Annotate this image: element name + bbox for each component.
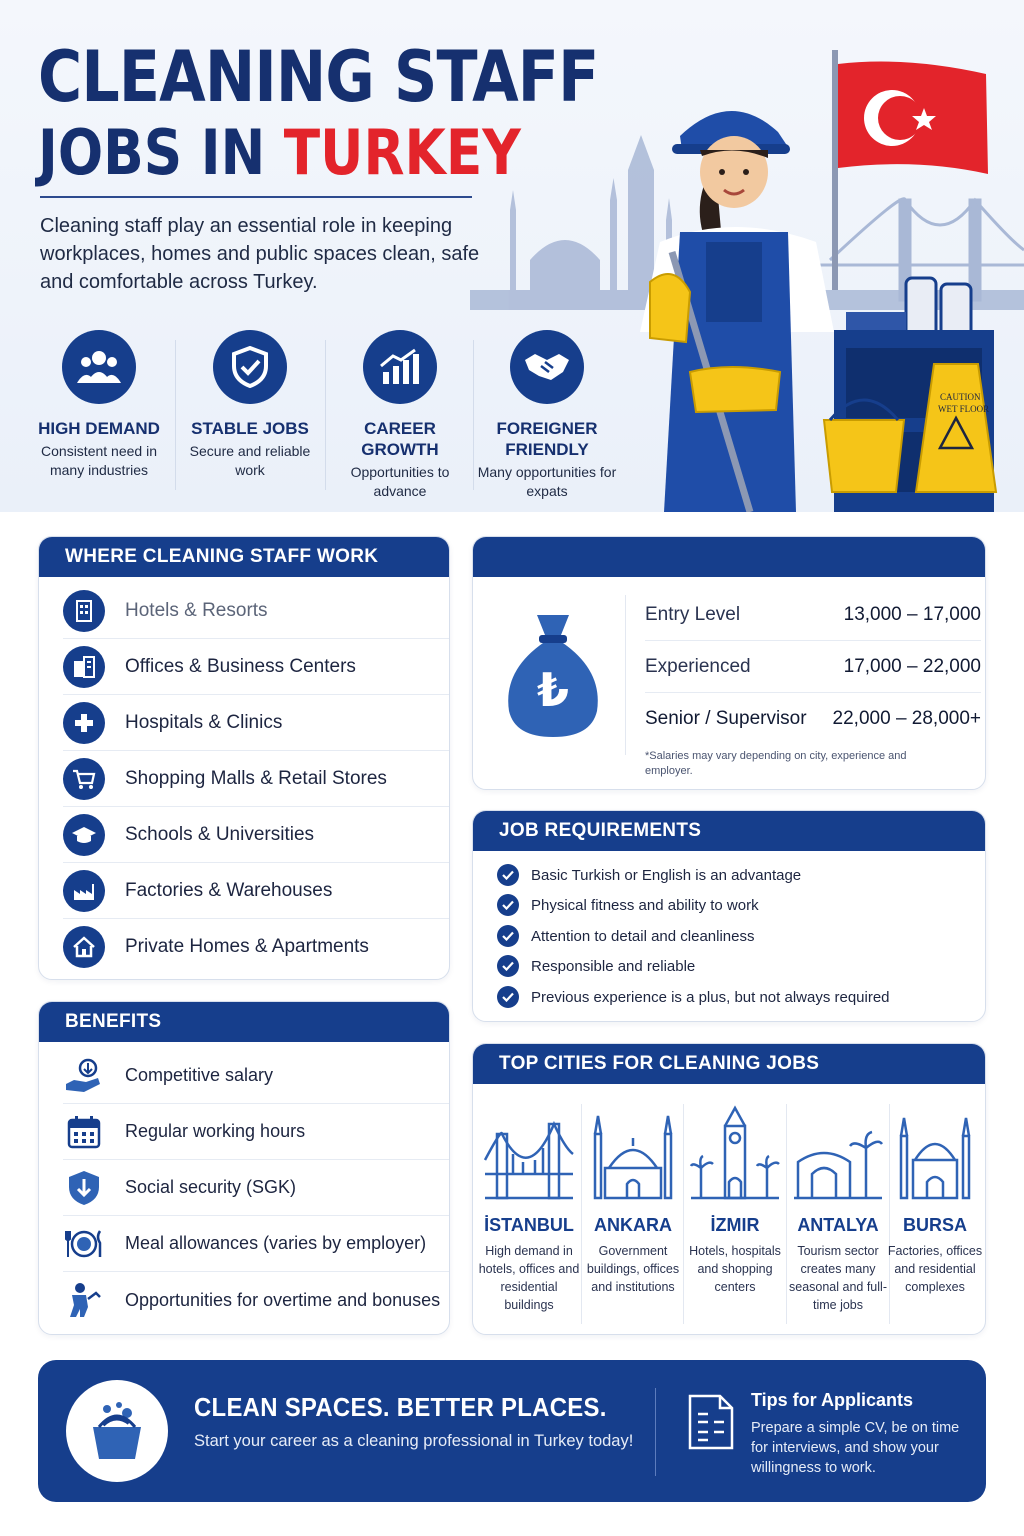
cities-card: [472, 1043, 986, 1335]
requirement-item: [497, 954, 695, 978]
hero-section: [0, 0, 1024, 512]
list-item-label: Hotels & Resorts: [125, 599, 268, 621]
list-item-label: Offices & Business Centers: [125, 655, 356, 677]
salary-range: 22,000 – 28,000+: [832, 708, 981, 729]
benefit-label: Regular working hours: [125, 1121, 306, 1141]
requirement-label: Attention to detail and cleanliness: [531, 927, 755, 945]
feature-foreigner-friendly: [472, 330, 622, 501]
check-icon: [497, 986, 519, 1008]
footer-banner: [38, 1360, 986, 1502]
requirements-heading: JOB REQUIREMENTS: [473, 811, 985, 851]
currency-symbol: ₺: [536, 663, 569, 717]
list-item-label: Private Homes & Apartments: [125, 936, 369, 957]
title-divider: [40, 196, 472, 198]
city-name: BURSA: [902, 1215, 967, 1235]
benefit-item: [63, 1216, 450, 1272]
dome-icon: [889, 1104, 981, 1200]
city-desc: High demand in hotels, offices and residential buildings: [478, 1244, 580, 1312]
requirement-item: [497, 893, 759, 917]
salary-card: [472, 536, 986, 790]
shield-check-icon: [213, 330, 287, 404]
city-card-izmir: [683, 1104, 787, 1296]
worker-icon: [63, 1281, 105, 1319]
shopping-cart-icon: [63, 758, 105, 800]
salary-row: [645, 693, 981, 745]
feature-title: STABLE JOBS: [191, 419, 309, 438]
meal-plate-icon: [63, 1227, 105, 1261]
title-turkey: TURKEY: [283, 116, 521, 189]
list-item: [63, 639, 450, 695]
city-card-bursa: [883, 1104, 986, 1296]
feature-title: HIGH DEMAND: [38, 419, 160, 438]
footer-slogan: CLEAN SPACES. BETTER PLACES.: [194, 1392, 607, 1422]
city-desc: Hotels, hospitals and shopping centers: [689, 1244, 781, 1294]
list-item: [63, 583, 450, 639]
city-desc: Government buildings, offices and institutions: [586, 1244, 680, 1294]
city-card-antalya: [786, 1104, 890, 1314]
check-icon: [497, 864, 519, 886]
page-subtitle: [38, 116, 521, 189]
list-item-label: Hospitals & Clinics: [125, 711, 283, 733]
list-item: [63, 695, 450, 751]
salary-hand-icon: [63, 1058, 105, 1094]
feature-career-growth: [325, 330, 475, 501]
sign-caution-text: CAUTION: [940, 392, 981, 402]
benefit-label: Opportunities for overtime and bonuses: [125, 1289, 441, 1310]
salary-range: 17,000 – 22,000: [843, 655, 981, 677]
graduation-cap-icon: [63, 814, 105, 856]
requirement-item: [497, 985, 890, 1009]
factory-icon: [63, 870, 105, 912]
benefit-label: Competitive salary: [125, 1065, 274, 1085]
footer-divider: [655, 1388, 656, 1476]
tips-text: Prepare a simple CV, be on time for interviews, and show your willingness to work.: [751, 1420, 960, 1476]
requirements-card: [472, 810, 986, 1022]
requirement-label: Physical fitness and ability to work: [531, 896, 759, 914]
requirement-label: Responsible and reliable: [531, 957, 696, 975]
where-work-heading: WHERE CLEANING STAFF WORK: [39, 537, 449, 577]
city-name: İZMIR: [710, 1215, 760, 1235]
where-work-card: [38, 536, 450, 980]
benefit-item: [63, 1160, 450, 1216]
list-item-label: Factories & Warehouses: [125, 879, 333, 901]
title-jobs-in: JOBS IN: [38, 116, 284, 189]
check-icon: [497, 925, 519, 947]
city-desc: Tourism sector creates many seasonal and full-time jobs: [789, 1244, 887, 1312]
list-item: [63, 863, 450, 919]
office-building-icon: [63, 646, 105, 688]
salary-note: *Salaries may vary depending on city, experience and employer.: [645, 750, 907, 777]
house-icon: [63, 926, 105, 968]
feature-high-demand: [24, 330, 174, 480]
sign-wet-floor-text: WET FLOOR: [938, 404, 990, 414]
requirement-label: Previous experience is a plus, but not always required: [531, 988, 890, 1006]
people-icon: [62, 330, 136, 404]
salary-range: 13,000 – 17,000: [843, 603, 981, 625]
check-icon: [497, 894, 519, 916]
benefit-item: [63, 1104, 450, 1160]
city-name: İSTANBUL: [484, 1215, 574, 1235]
security-shield-icon: [63, 1169, 105, 1207]
palm-gate-icon: [792, 1104, 884, 1200]
cleaner-worker-illustration: [620, 92, 850, 512]
benefit-label: Social security (SGK): [125, 1177, 297, 1197]
benefit-item: [63, 1048, 450, 1104]
feature-desc: Consistent need in many industries: [41, 443, 157, 478]
salary-divider: [625, 595, 626, 755]
feature-desc: Opportunities to advance: [350, 464, 450, 499]
feature-desc: Secure and reliable work: [189, 443, 311, 478]
hotel-icon: [63, 590, 105, 632]
cities-heading: TOP CITIES FOR CLEANING JOBS: [473, 1044, 985, 1084]
list-item: [63, 919, 450, 975]
city-card-istanbul: [477, 1104, 581, 1314]
salary-level: Experienced: [645, 655, 751, 677]
list-item: [63, 751, 450, 807]
benefit-label: Meal allowances (varies by employer): [125, 1233, 427, 1253]
footer-subtext: Start your career as a cleaning professional in Turkey today!: [194, 1432, 634, 1450]
list-item-label: Schools & Universities: [125, 823, 315, 845]
list-item-label: Shopping Malls & Retail Stores: [125, 767, 387, 789]
mosque-icon: [587, 1104, 679, 1200]
bucket-icon: [66, 1380, 168, 1482]
salary-level: Entry Level: [645, 603, 741, 625]
turkey-flag-illustration: [826, 50, 996, 290]
tips-title: Tips for Applicants: [751, 1390, 914, 1410]
growth-chart-icon: [363, 330, 437, 404]
feature-title: FOREIGNER FRIENDLY: [496, 419, 598, 459]
salary-row: [645, 641, 981, 693]
salary-heading-bar: [473, 537, 985, 577]
requirement-label: Basic Turkish or English is an advantage: [531, 866, 802, 884]
calendar-icon: [63, 1114, 105, 1150]
feature-title: CAREER GROWTH: [361, 419, 439, 459]
benefit-item: [63, 1272, 450, 1328]
requirement-item: [497, 863, 801, 887]
salary-level: Senior / Supervisor: [645, 708, 807, 729]
list-item: [63, 807, 450, 863]
city-name: ANKARA: [594, 1215, 672, 1235]
bridge-icon: [483, 1104, 575, 1200]
city-name: ANTALYA: [797, 1215, 879, 1235]
clock-tower-icon: [689, 1104, 781, 1200]
requirement-item: [497, 924, 754, 948]
benefits-heading: BENEFITS: [39, 1002, 449, 1042]
city-card-ankara: [581, 1104, 685, 1296]
handshake-icon: [510, 330, 584, 404]
document-icon: [686, 1392, 736, 1452]
intro-text: Cleaning staff play an essential role in keeping workplaces, homes and public spaces clean, safe and comfortable across Turkey.: [40, 215, 480, 293]
city-desc: Factories, offices and residential complexes: [887, 1244, 983, 1294]
salary-row: [645, 589, 981, 641]
page-title: CLEANING STAFF: [38, 36, 599, 118]
benefits-card: [38, 1001, 450, 1335]
feature-stable-jobs: [175, 330, 325, 480]
check-icon: [497, 955, 519, 977]
medical-cross-icon: [63, 702, 105, 744]
feature-desc: Many opportunities for expats: [477, 464, 617, 499]
